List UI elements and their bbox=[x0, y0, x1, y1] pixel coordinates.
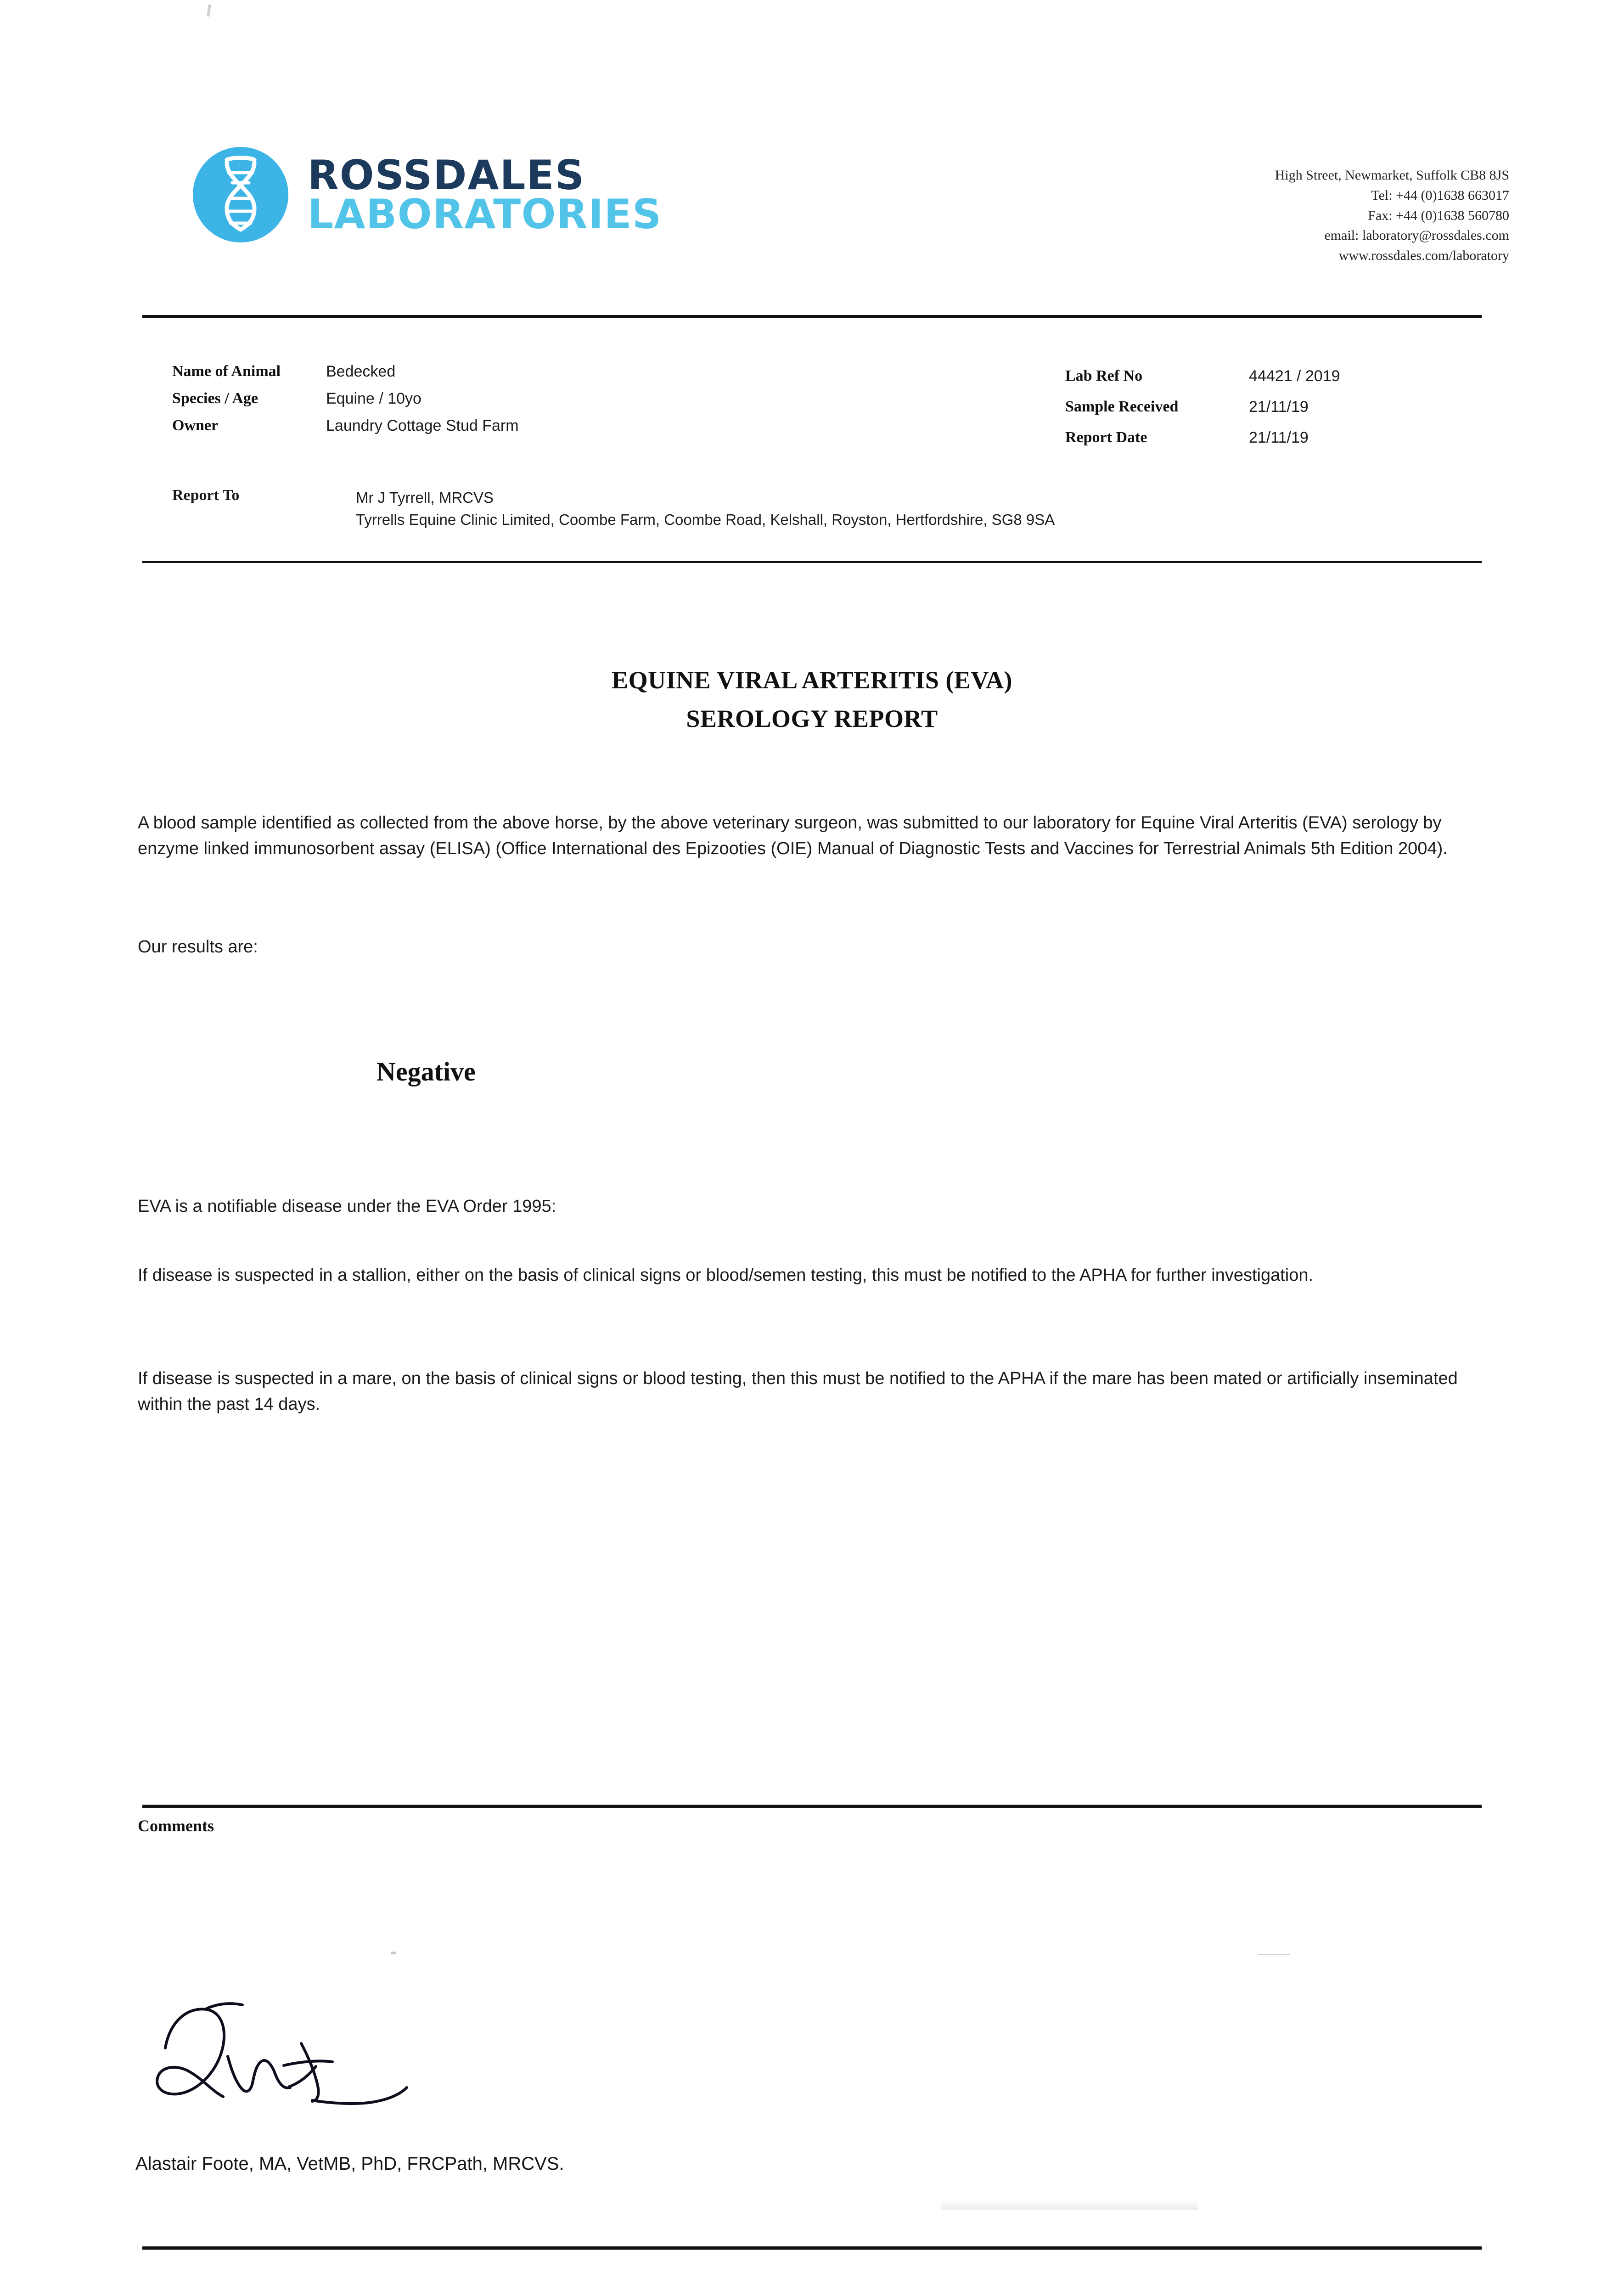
detail-label: Owner bbox=[172, 417, 219, 434]
scan-artifact-dot bbox=[391, 1952, 396, 1954]
brand-logo bbox=[193, 147, 662, 242]
brand-name-line2: LABORATORIES bbox=[308, 191, 662, 238]
comments-label: Comments bbox=[138, 1817, 214, 1835]
scan-artifact-smudge bbox=[941, 2200, 1198, 2210]
document-header bbox=[0, 138, 1624, 289]
paragraph-notifiable: EVA is a notifiable disease under the EVA Order 1995: bbox=[138, 1197, 556, 1216]
scan-artifact-mark bbox=[207, 5, 211, 17]
detail-value: 21/11/19 bbox=[1249, 429, 1309, 446]
dna-helix-icon bbox=[193, 147, 288, 242]
detail-label: Lab Ref No bbox=[1065, 367, 1143, 384]
contact-address: High Street, Newmarket, Suffolk CB8 8JS bbox=[1275, 168, 1509, 183]
detail-row-lab-ref bbox=[1065, 367, 1524, 385]
detail-row-sample-received bbox=[1065, 398, 1524, 416]
divider-bottom bbox=[142, 2246, 1482, 2250]
detail-row-report-date bbox=[1065, 429, 1524, 447]
brand-name-line1: ROSSDALES bbox=[308, 151, 585, 199]
divider-comments bbox=[142, 1805, 1482, 1808]
detail-value: Bedecked bbox=[326, 363, 396, 380]
detail-label: Sample Received bbox=[1065, 398, 1179, 415]
detail-value: Laundry Cottage Stud Farm bbox=[326, 417, 519, 434]
detail-value: 44421 / 2019 bbox=[1249, 367, 1340, 385]
contact-tel: Tel: +44 (0)1638 663017 bbox=[1371, 187, 1509, 203]
divider-details-bottom bbox=[142, 561, 1482, 563]
report-to-lines bbox=[356, 487, 1055, 531]
paragraph-stallion: If disease is suspected in a stallion, either on the basis of clinical signs or blood/semen testing, this must be notified to the APHA for further investigation. bbox=[138, 1266, 1314, 1285]
result-value: Negative bbox=[376, 1057, 476, 1086]
contact-email: email: laboratory@rossdales.com bbox=[1324, 228, 1509, 243]
detail-value: Equine / 10yo bbox=[326, 390, 421, 407]
detail-label: Report Date bbox=[1065, 429, 1147, 446]
report-to-label: Report To bbox=[172, 487, 240, 504]
lab-details-table bbox=[1065, 367, 1524, 460]
contact-web: www.rossdales.com/laboratory bbox=[1338, 248, 1509, 264]
page-title bbox=[0, 661, 1624, 738]
detail-value: 21/11/19 bbox=[1249, 398, 1309, 416]
report-to-address: Tyrrells Equine Clinic Limited, Coombe Farm, Coombe Road, Kelshall, Royston, Hertfordshire, SG8 9SA bbox=[356, 511, 1055, 528]
detail-label: Name of Animal bbox=[172, 363, 281, 380]
page-title-line2: SEROLOGY REPORT bbox=[686, 704, 938, 732]
handwritten-signature bbox=[138, 1988, 514, 2135]
paragraph-results-lead: Our results are: bbox=[138, 937, 258, 957]
paragraph-mare: If disease is suspected in a mare, on the basis of clinical signs or blood testing, then this must be notified to the APHA if the mare has been mated or artificially inseminated within the past 14 days. bbox=[138, 1369, 1458, 1414]
report-to-recipient: Mr J Tyrrell, MRCVS bbox=[356, 489, 494, 506]
divider-top bbox=[142, 315, 1482, 318]
signatory-name: Alastair Foote, MA, VetMB, PhD, FRCPath, MRCVS. bbox=[135, 2154, 564, 2174]
contact-fax: Fax: +44 (0)1638 560780 bbox=[1368, 208, 1509, 223]
detail-label: Species / Age bbox=[172, 390, 258, 407]
page-title-line1: EQUINE VIRAL ARTERITIS (EVA) bbox=[612, 666, 1012, 694]
contact-block bbox=[1275, 165, 1509, 266]
paragraph-intro: A blood sample identified as collected from the above horse, by the above veterinary surgeon, was submitted to our laboratory for Equine Viral Arteritis (EVA) serology by enzyme linked immunosorbent assay (ELISA) (Office International des Epizooties (OIE) Manual of Diagnostic Tests and Vaccines for Terrestrial Animals 5th Edition 2004). bbox=[138, 813, 1448, 858]
scan-artifact-dash bbox=[1258, 1954, 1290, 1955]
